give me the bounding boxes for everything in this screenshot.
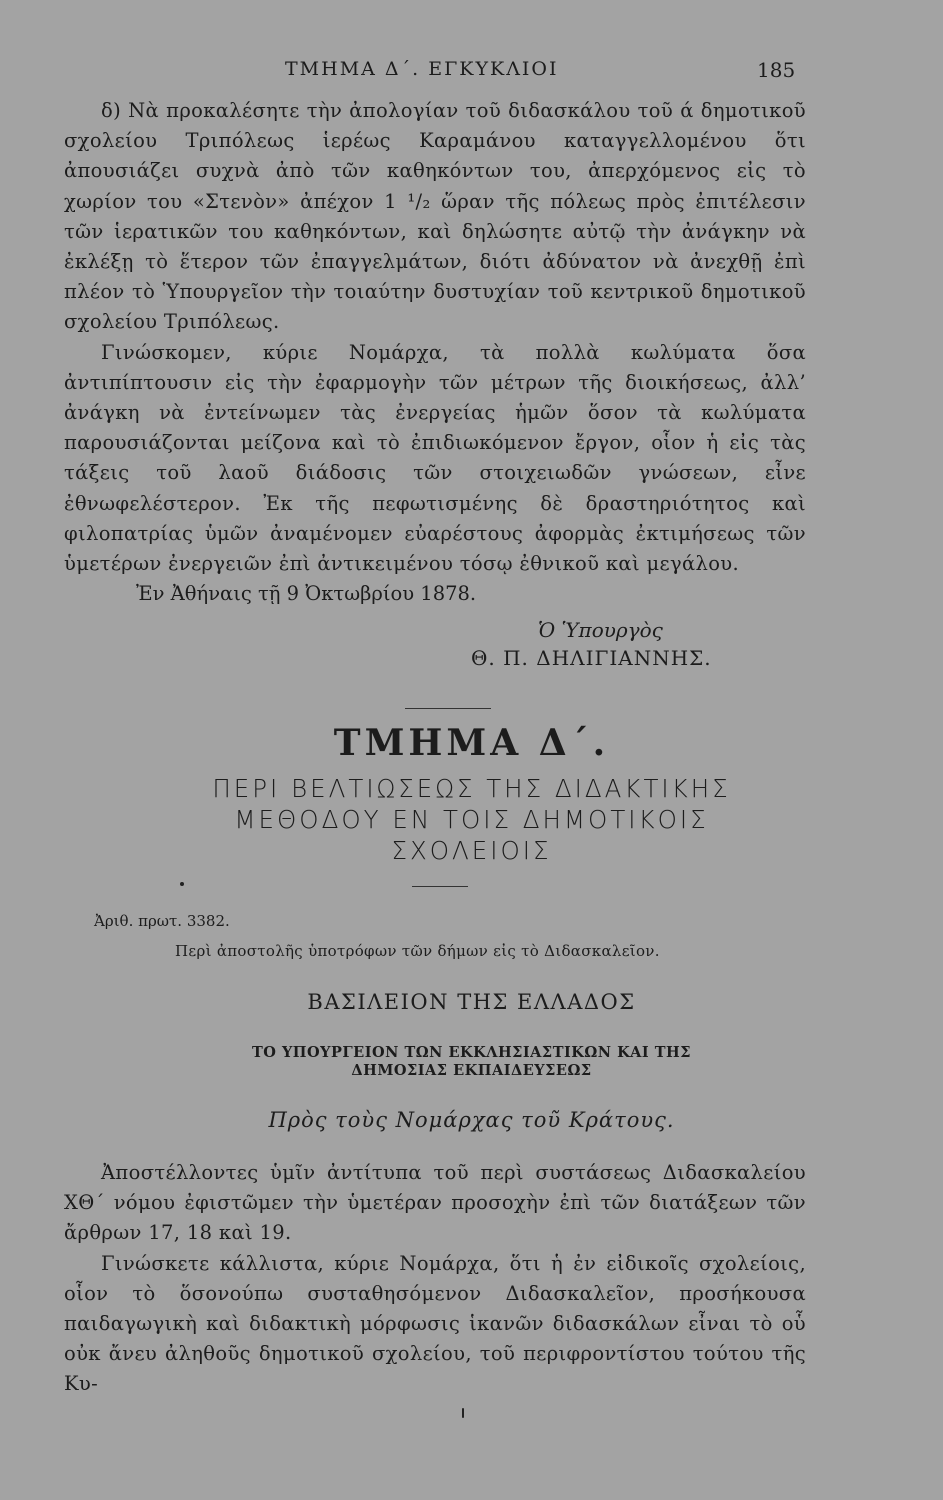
addressee-line: Πρὸς τοὺς Νομάρχας τοῦ Κράτους. (268, 1108, 675, 1132)
separator-rule (412, 886, 468, 887)
section-title: ΤΜΗΜΑ Δ΄. (333, 722, 610, 764)
ink-speck (462, 1408, 464, 1418)
subtitle-line: ΜΕΘΟΔΟΥ ΕΝ ΤΟΙΣ ΔΗΜΟΤΙΚΟΙΣ (234, 805, 709, 834)
paragraph-1: Ἀποστέλλοντες ὑμῖν ἀντίτυπα τοῦ περὶ συστάσεως Διδασκαλείου ΧΘ΄ νόμου ἐφιστῶμεν τὴν ὑμετέραν προσοχὴν ἐπὶ τῶν διατάξεων τῶν ἄρθρων 17, 18 καὶ 19. (64, 1161, 806, 1245)
separator-rule (405, 708, 491, 709)
paragraph-2: Γινώσκομεν, κύριε Νομάρχα, τὰ πολλὰ κωλύματα ὅσα ἀντιπίπτουσιν εἰς τὴν ἐφαρμογὴν τῶν μέτρων τῆς διοικήσεως, ἀλλ’ ἀνάγκη νὰ ἐντείνωμεν τὰς ἐνεργείας ἡμῶν ὅσον τὰ κωλύματα παρουσιάζονται μείζονα καὶ τὸ ἐπιδιωκόμενον ἔργον, οἷον ἡ εἰς τὰς τάξεις τοῦ λαοῦ διάδοσις τῶν στοιχειωδῶν γνώσεων, εἶνε ἐθνωφελέστερον. Ἐκ τῆς πεφωτισμένης δὲ δραστηριότητος καὶ φιλοπατρίας ὑμῶν ἀναμένομεν εὐαρέστους ἀφορμὰς ἐκτιμήσεως τῶν ὑμετέρων ἐνεργειῶν ἐπὶ ἀντικειμένου τόσῳ ἐθνικοῦ καὶ μεγάλου. (64, 340, 806, 576)
subtitle-line: ΠΕΡΙ ΒΕΛΤΙΩΣΕΩΣ ΤΗΣ ΔΙΔΑΚΤΙΚΗΣ (212, 774, 731, 803)
ink-speck (180, 882, 184, 886)
subtitle-line: ΣΧΟΛΕΙΟΙΣ (391, 836, 552, 865)
ministry-heading (0, 1044, 943, 1080)
subject-line: Περὶ ἀποστολῆς ὑποτρόφων τῶν δήμων εἰς τὸ Διδασκαλεῖον. (175, 942, 660, 960)
date-line: Ἐν Ἀθήναις τῇ 9 Ὀκτωβρίου 1878. (136, 582, 477, 606)
ministry-line: ΤΟ ΥΠΟΥΡΓΕΙΟΝ ΤΩΝ ΕΚΚΛΗΣΙΑΣΤΙΚΩΝ ΚΑΙ ΤΗΣ (251, 1044, 691, 1061)
kingdom-heading: ΒΑΣΙΛΕΙΟΝ ΤΗΣ ΕΛΛΑΔΟΣ (307, 990, 636, 1014)
ministry-line: ΔΗΜΟΣΙΑΣ ΕΚΠΑΙΔΕΥΣΕΩΣ (351, 1062, 592, 1079)
letter-1-body (64, 96, 806, 609)
page-header (0, 58, 943, 88)
protocol-number: Ἀριθ. πρωτ. 3382. (94, 912, 230, 930)
paragraph-2: Γινώσκετε κάλλιστα, κύριε Νομάρχα, ὅτι ἡ ἐν εἰδικοῖς σχολείοις, οἷον τὸ ὅσονούπω συσταθησόμενον Διδασκαλεῖον, προσήκουσα παιδαγωγικὴ καὶ διδακτικὴ μόρφωσις ἱκανῶν διδασκάλων εἶναι τὸ οὗ οὐκ ἄνευ ἀληθοῦς δημοτικοῦ σχολείου, τοῦ περιφροντίστου τούτου τῆς Κυ- (64, 1251, 806, 1396)
section-subtitle (0, 773, 943, 866)
running-head: ΤΜΗΜΑ Δ΄. ΕΓΚΥΚΛΙΟΙ (285, 58, 559, 80)
signature-role: Ὁ Ὑπουργὸς (538, 618, 663, 642)
page-number: 185 (757, 58, 796, 82)
letter-2-body (64, 1158, 806, 1400)
paragraph-d: δ) Νὰ προκαλέσητε τὴν ἀπολογίαν τοῦ διδασκάλου τοῦ ά δημοτικοῦ σχολείου Τριπόλεως ἱερέως Καραμάνου καταγγελλομένου ὅτι ἀπουσιάζει συχνὰ ἀπὸ τῶν καθηκόντων του, ἀπερχόμενος εἰς τὸ χωρίον του «Στενὸν» ἀπέχον 1 ¹/₂ ὥραν τῆς πόλεως πρὸς ἐπιτέλεσιν τῶν ἱερατικῶν του καθηκόντων, καὶ δηλώσητε αὐτῷ τὴν ἀνάγκην νὰ ἐκλέξῃ τὸ ἕτερον τῶν ἐπαγγελμάτων, διότι ἀδύνατον νὰ ἀνεχθῇ ἐπὶ πλέον τὸ Ὑπουργεῖον τὴν τοιαύτην δυστυχίαν τοῦ κεντρικοῦ δημοτικοῦ σχολείου Τριπόλεως. (64, 99, 806, 334)
signature-name: Θ. Π. ΔΗΛΙΓΙΑΝΝΗΣ. (471, 646, 712, 670)
